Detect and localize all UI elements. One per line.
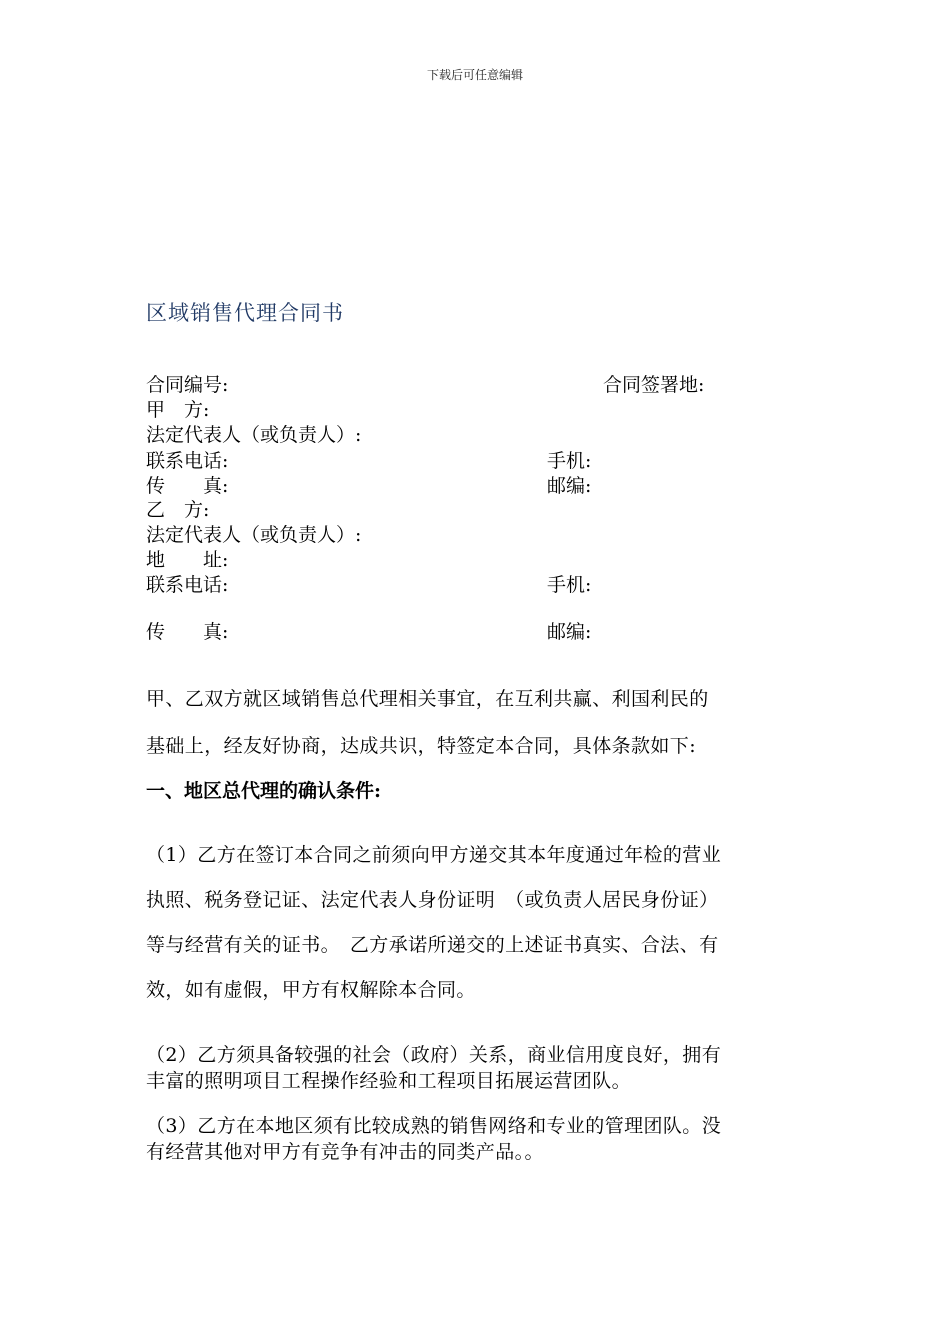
party-b-zip-label: 邮编: bbox=[547, 621, 592, 643]
party-b-phone-label: 联系电话: bbox=[146, 574, 229, 596]
party-b-address-label: 地 址: bbox=[146, 549, 229, 571]
intro-line-1: 甲、乙双方就区域销售总代理相关事宜，在互利共赢、利国利民的 bbox=[146, 688, 709, 710]
item-1-line-3: 等与经营有关的证书。 乙方承诺所递交的上述证书真实、合法、有 bbox=[146, 934, 719, 956]
party-a-zip-label: 邮编: bbox=[547, 475, 592, 497]
item-3-line-2: 有经营其他对甲方有竞争有冲击的同类产品。。 bbox=[146, 1141, 544, 1163]
item-2-line-1: （2）乙方须具备较强的社会（政府）关系，商业信用度良好，拥有 bbox=[146, 1044, 722, 1066]
section-1-heading: 一、地区总代理的确认条件: bbox=[146, 780, 382, 802]
party-b-fax-label: 传 真: bbox=[146, 621, 229, 643]
header-note: 下载后可任意编辑 bbox=[426, 68, 523, 82]
party-a-mobile-label: 手机: bbox=[547, 450, 592, 472]
item-3-line-1: （3）乙方在本地区须有比较成熟的销售网络和专业的管理团队。没 bbox=[146, 1115, 722, 1137]
party-a-fax-label: 传 真: bbox=[146, 475, 229, 497]
party-b-label: 乙 方: bbox=[146, 499, 210, 521]
party-a-rep-label: 法定代表人（或负责人）: bbox=[146, 424, 362, 446]
item-1-line-2: 执照、税务登记证、法定代表人身份证明 （或负责人居民身份证） bbox=[146, 889, 719, 911]
intro-line-2: 基础上，经友好协商，达成共识，特签定本合同，具体条款如下: bbox=[146, 735, 697, 757]
item-1-line-4: 效，如有虚假，甲方有权解除本合同。 bbox=[146, 979, 476, 1001]
party-a-phone-label: 联系电话: bbox=[146, 450, 229, 472]
party-b-mobile-label: 手机: bbox=[547, 574, 592, 596]
item-2-line-2: 丰富的照明项目工程操作经验和工程项目拓展运营团队。 bbox=[146, 1070, 632, 1092]
contract-number-label: 合同编号: bbox=[146, 374, 229, 396]
sign-place-label: 合同签署地: bbox=[603, 374, 705, 396]
item-1-line-1: （1）乙方在签订本合同之前须向甲方递交其本年度通过年检的营业 bbox=[146, 844, 722, 866]
document-title: 区域销售代理合同书 bbox=[146, 301, 344, 325]
party-a-label: 甲 方: bbox=[146, 399, 210, 421]
party-b-rep-label: 法定代表人（或负责人）: bbox=[146, 524, 362, 546]
